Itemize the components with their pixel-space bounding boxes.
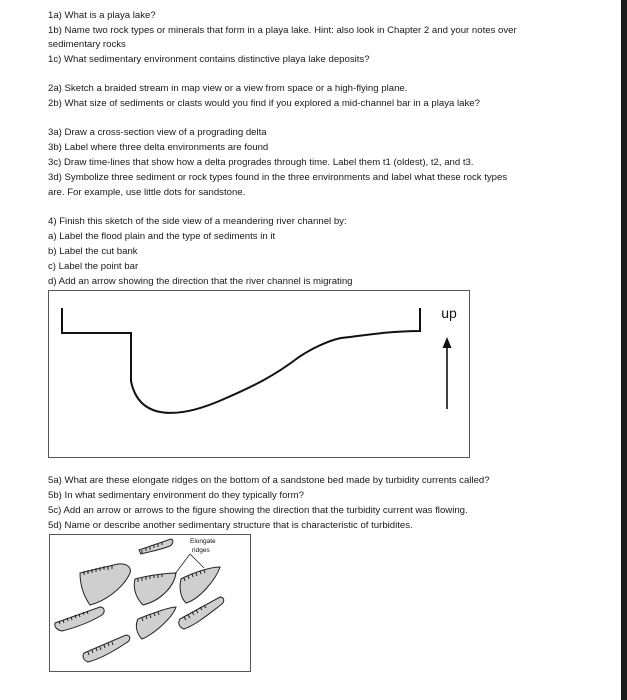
q5a-text: 5a) What are these elongate ridges on the bottom of a sandstone bed made by turbidity currents called?: [48, 475, 490, 486]
q3b-text: 3b) Label where three delta environments are found: [48, 142, 269, 153]
q1b-text: 1b) Name two rock types or minerals that form in a playa lake. Hint: also look in Chapter 2 and your notes over: [48, 25, 517, 36]
flute-cast-sketch: [50, 535, 250, 671]
flute-cast-8: [83, 635, 130, 662]
q5b-text: 5b) In what sedimentary environment do they typically form?: [48, 490, 304, 501]
q2a-text: 2a) Sketch a braided stream in map view or a view from space or a high-flying plane.: [48, 83, 408, 94]
flute-cast-figure: [49, 534, 251, 672]
q3d-text-cont: are. For example, use little dots for sandstone.: [48, 187, 246, 198]
q5d-text: 5d) Name or describe another sedimentary structure that is characteristic of turbidites.: [48, 520, 413, 531]
up-label: up: [441, 305, 457, 321]
q1b-text-cont: sedimentary rocks: [48, 39, 126, 50]
channel-profile: [62, 308, 420, 413]
q4c-text: c) Label the point bar: [48, 261, 139, 272]
river-channel-sketch: [49, 291, 469, 457]
q4d-text: d) Add an arrow showing the direction that the river channel is migrating: [48, 276, 353, 287]
river-channel-figure: [48, 290, 470, 458]
ridges-label: ridges: [192, 547, 210, 554]
q4-intro-text: 4) Finish this sketch of the side view of a meandering river channel by:: [48, 216, 347, 227]
q3c-text: 3c) Draw time-lines that show how a delta progrades through time. Label them t1 (oldest), t2, and t3.: [48, 157, 474, 168]
q3a-text: 3a) Draw a cross-section view of a prograding delta: [48, 127, 267, 138]
flute-cast-3: [134, 573, 176, 605]
q4b-text: b) Label the cut bank: [48, 246, 138, 257]
q5c-text: 5c) Add an arrow or arrows to the figure showing the direction that the turbidity current was flowing.: [48, 505, 468, 516]
elongate-label: Elongate: [190, 538, 216, 545]
q1c-text: 1c) What sedimentary environment contains distinctive playa lake deposits?: [48, 54, 370, 65]
flute-cast-2: [139, 539, 173, 554]
flute-cast-5: [55, 607, 104, 631]
flute-cast-6: [136, 607, 176, 639]
up-arrow-head: [443, 337, 452, 348]
q1a-text: 1a) What is a playa lake?: [48, 10, 156, 21]
q3d-text: 3d) Symbolize three sediment or rock types found in the three environments and label what these rock types: [48, 172, 508, 183]
q4a-text: a) Label the flood plain and the type of sediments in it: [48, 231, 276, 242]
q2b-text: 2b) What size of sediments or clasts would you find if you explored a mid-channel bar in a playa lake?: [48, 98, 480, 109]
screen-edge: [621, 0, 627, 700]
